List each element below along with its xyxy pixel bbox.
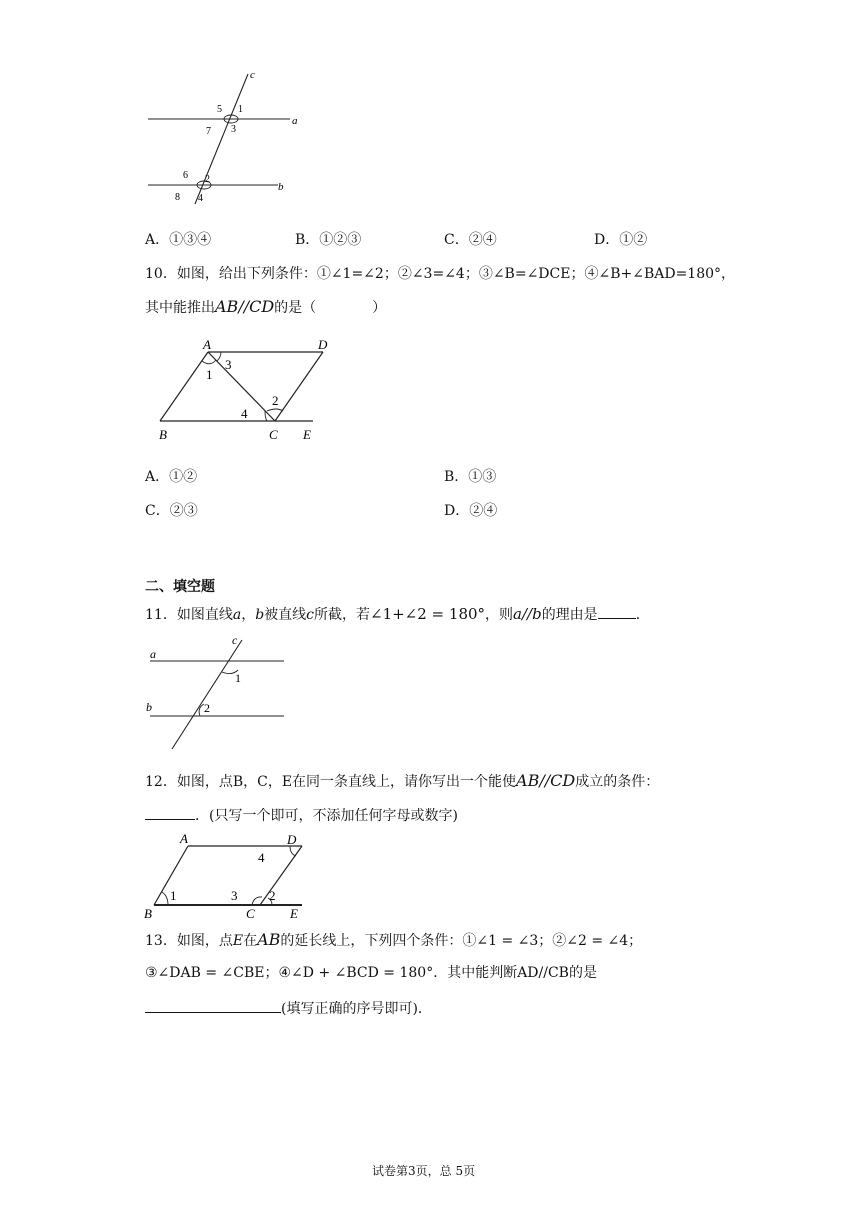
q10-option-c: C．②③ (145, 503, 198, 519)
q11-text-c: 被直线 (264, 607, 307, 623)
vertex-b: B (144, 906, 152, 921)
q11-answer-blank[interactable] (598, 604, 636, 619)
label-a: a (292, 115, 298, 127)
angle-3: 3 (225, 357, 232, 372)
q11-math2: a//b (513, 605, 542, 623)
angle-1: 1 (206, 367, 213, 382)
q13-line3 (145, 998, 432, 1018)
label-b: b (278, 181, 284, 193)
vertex-b: B (159, 427, 167, 442)
angle-5: 5 (217, 104, 222, 115)
q13-line1-suffix: 的延长线上，下列四个条件：①∠1 = ∠3；②∠2 = ∠4； (280, 933, 643, 949)
q11-text (145, 604, 650, 624)
angle-1: 1 (238, 104, 243, 115)
q10-option-a: A．①② (145, 469, 198, 485)
angle-4: 4 (258, 850, 265, 865)
q13-line2: ③∠DAB = ∠CBE；④∠D + ∠BCD = 180°．其中能判断AD//CB的是 (145, 965, 597, 981)
angle-2: 2 (205, 174, 210, 185)
label-c: c (232, 633, 238, 647)
q10-line2-suffix: 的是（ ） (274, 300, 387, 316)
angle-6: 6 (183, 170, 188, 181)
q13-line1-prefix: 13．如图，点 (145, 933, 233, 949)
angle-4: 4 (241, 406, 248, 421)
q11-var-a: a (232, 607, 242, 623)
angle-2: 2 (269, 888, 276, 903)
q9-option-d: D．①② (594, 232, 648, 248)
angle-1: 1 (235, 671, 241, 685)
q13-line3-suffix: (填写正确的序号即可)． (281, 1001, 432, 1017)
q9-option-b: B．①②③ (295, 232, 362, 248)
q10-option-b: B．①③ (444, 469, 497, 485)
vertex-c: C (269, 427, 278, 442)
q12-line1-math: AB//CD (516, 771, 576, 790)
q13-line1-mid: 在 (243, 933, 258, 949)
q11-text-d: 所截，若 (314, 607, 370, 623)
q13-answer-blank[interactable] (145, 998, 281, 1013)
q10-line2-math: AB//CD (215, 297, 275, 316)
q10-line1: 10．如图，给出下列条件：①∠1=∠2；②∠3=∠4；③∠B=∠DCE；④∠B+∠BAD=180°， (145, 266, 736, 282)
q13-line1 (145, 931, 642, 950)
q11-text-e: ，则 (485, 607, 514, 623)
q11-math: ∠1+∠2 = 180° (370, 605, 486, 623)
q11-figure (142, 632, 292, 754)
q12-figure (142, 830, 312, 922)
angle-3: 3 (231, 888, 238, 903)
vertex-e: E (303, 427, 311, 442)
q10-figure (155, 335, 345, 445)
q12-line1-suffix: 成立的条件： (575, 774, 660, 790)
q9-figure (140, 68, 310, 208)
vertex-e: E (290, 906, 298, 921)
q13-line1-math: AB (257, 930, 281, 949)
q13-line1-var: E (232, 933, 244, 949)
angle-7: 7 (206, 126, 211, 137)
label-c: c (250, 69, 255, 81)
q12-line1-prefix: 12．如图，点B，C，E在同一条直线上，请你写出一个能使 (145, 774, 517, 790)
vertex-d: D (287, 832, 297, 847)
angle-3: 3 (231, 124, 236, 135)
angle-1: 1 (170, 888, 177, 903)
section2-title: 二、填空题 (145, 579, 215, 595)
angle-2: 2 (204, 701, 210, 715)
vertex-d: D (318, 337, 328, 352)
q12-line2-suffix: ．(只写一个即可，不添加任何字母或数字) (195, 808, 458, 824)
page-footer: 试卷第3页，总 5页 (372, 1164, 476, 1178)
angle-4: 4 (198, 193, 203, 204)
q11-text-g: ． (635, 607, 650, 623)
vertex-a: A (180, 831, 188, 846)
angle-8: 8 (175, 192, 180, 203)
q9-option-c: C．②④ (444, 232, 497, 248)
label-b: b (146, 700, 152, 714)
q11-var-b: b (255, 607, 265, 623)
q10-line2 (145, 298, 386, 317)
q10-line2-prefix: 其中能推出 (145, 300, 215, 316)
q10-option-d: D．②④ (444, 503, 498, 519)
q9-option-a: A．①③④ (145, 232, 212, 248)
q12-line2 (145, 805, 458, 825)
q11-text-f: 的理由是 (541, 607, 598, 623)
q12-answer-blank[interactable] (145, 805, 195, 820)
q11-text-a: 11．如图直线 (145, 607, 233, 623)
q11-var-c: c (306, 607, 314, 623)
q11-text-b: ， (241, 607, 256, 623)
label-a: a (150, 647, 156, 661)
vertex-a: A (203, 337, 211, 352)
angle-2: 2 (272, 393, 279, 408)
q12-line1 (145, 772, 659, 791)
vertex-c: C (246, 906, 255, 921)
